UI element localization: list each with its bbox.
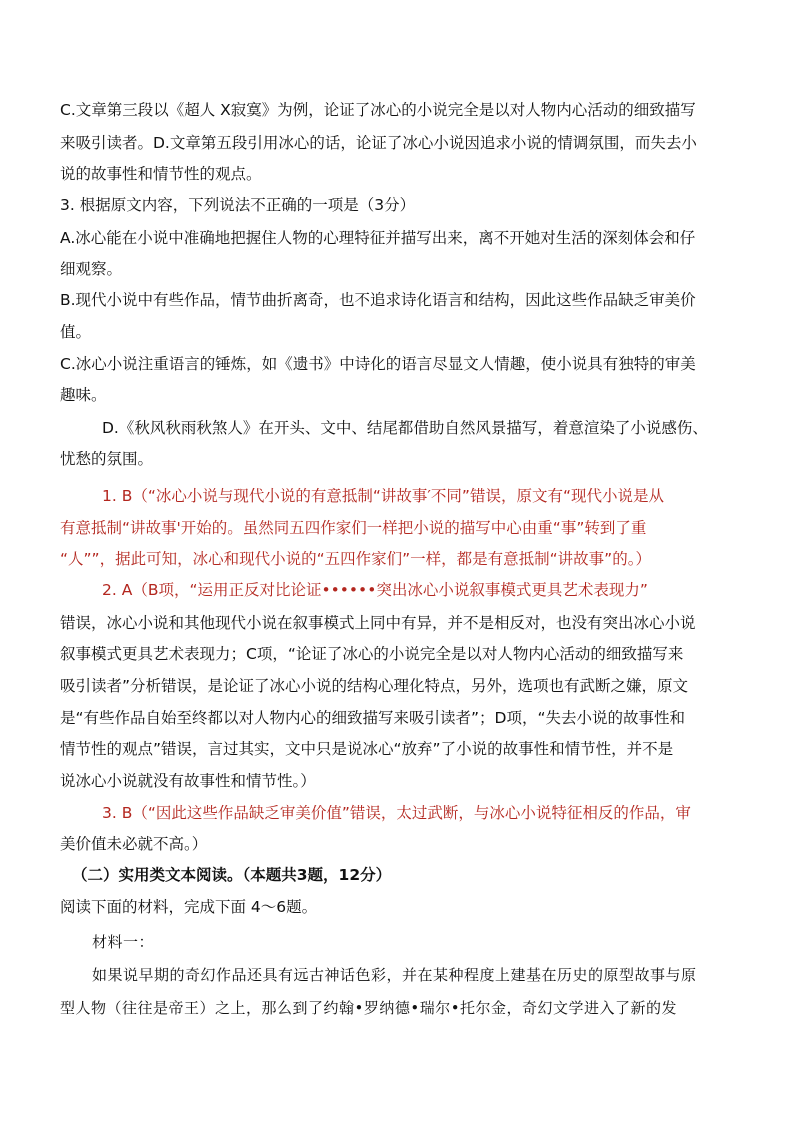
answer-3-line1: 3. B（“因此这些作品缺乏审美价值”错误，太过武断，与冰心小说特征相反的作品，审 [102, 804, 691, 822]
answer-2-line4: 吸引读者”分析错误，是论证了冰心小说的结构心理化特点，另外，选项也有武断之嫌，原文 [60, 677, 689, 695]
question-3-stem: 3. 根据原文内容，下列说法不正确的一项是（3分） [60, 196, 416, 214]
answer-2-line7: 说冰心小说就没有故事性和情节性。） [60, 772, 316, 790]
q3-option-a-line1: A.冰心能在小说中准确地把握住人物的心理特征并描写出来，离不开她对生活的深刻体会和仔 [60, 229, 696, 247]
material-line2: 型人物（往往是帝王）之上，那么到了约翰•罗纳德•瑞尔•托尔金，奇幻文学进入了新的发 [60, 999, 678, 1017]
option-c-text-line2: 来吸引读者。D.文章第五段引用冰心的话，论证了冰心小说因追求小说的情调氛围，而失去小 [60, 134, 697, 152]
answer-2-line5: 是“有些作品自始至终都以对人物内心的细致描写来吸引读者”；D项，“失去小说的故事性和 [60, 709, 686, 727]
answer-2-line1: 2. A（B项，“运用正反对比论证••••••突出冰心小说叙事模式更具艺术表现力” [102, 581, 648, 599]
q3-option-c-line2: 趣味。 [60, 386, 107, 404]
answer-2-line6: 情节性的观点”错误，言过其实，文中只是说冰心“放弃”了小说的故事性和情节性，并不是 [60, 740, 674, 758]
q3-option-b-line1: B.现代小说中有些作品，情节曲折离奇，也不追求诗化语言和结构，因此这些作品缺乏审美价 [60, 291, 696, 309]
option-c-text-line3: 说的故事性和情节性的观点。 [60, 165, 262, 183]
instruction: 阅读下面的材料，完成下面 4～6题。 [60, 898, 318, 916]
answer-1-line2: 有意抵制“讲故事'开始的。虽然同五四作家们一样把小说的描写中心由重“事”转到了重 [60, 519, 647, 537]
q3-option-d-line2: 忧愁的氛围。 [60, 450, 154, 468]
answer-2-line3: 叙事模式更具艺术表现力；C项，“论证了冰心的小说完全是以对人物内心活动的细致描写来 [60, 645, 684, 663]
answer-1-line3: “人””，据此可知，冰心和现代小说的“五四作家们”一样，都是有意抵制“讲故事”的。） [60, 550, 651, 568]
material-label: 材料一： [92, 933, 155, 951]
q3-option-d-line1: D.《秋风秋雨秋煞人》在开头、文中、结尾都借助自然风景描写，着意渲染了小说感伤、 [102, 419, 708, 437]
material-line1: 如果说早期的奇幻作品还具有远古神话色彩，并在某种程度上建基在历史的原型故事与原 [92, 966, 697, 984]
answer-3-line2: 美价值未必就不高。） [60, 835, 208, 853]
section-title: （二）实用类文本阅读。（本题共3题，12分） [72, 866, 392, 884]
option-c-text-line1: C.文章第三段以《超人 X寂寞》为例，论证了冰心的小说完全是以对人物内心活动的细致描写 [60, 101, 696, 119]
q3-option-b-line2: 值。 [60, 323, 92, 341]
answer-2-line2: 错误，冰心小说和其他现代小说在叙事模式上同中有异，并不是相反对，也没有突出冰心小说 [60, 614, 696, 632]
q3-option-c-line1: C.冰心小说注重语言的锤炼，如《遗书》中诗化的语言尽显文人情趣，使小说具有独特的审美 [60, 355, 696, 373]
answer-1-line1: 1. B（“冰心小说与现代小说的有意抵制“讲故事′不同”错误，原文有“现代小说是从 [102, 487, 664, 505]
q3-option-a-line2: 细观察。 [60, 260, 123, 278]
